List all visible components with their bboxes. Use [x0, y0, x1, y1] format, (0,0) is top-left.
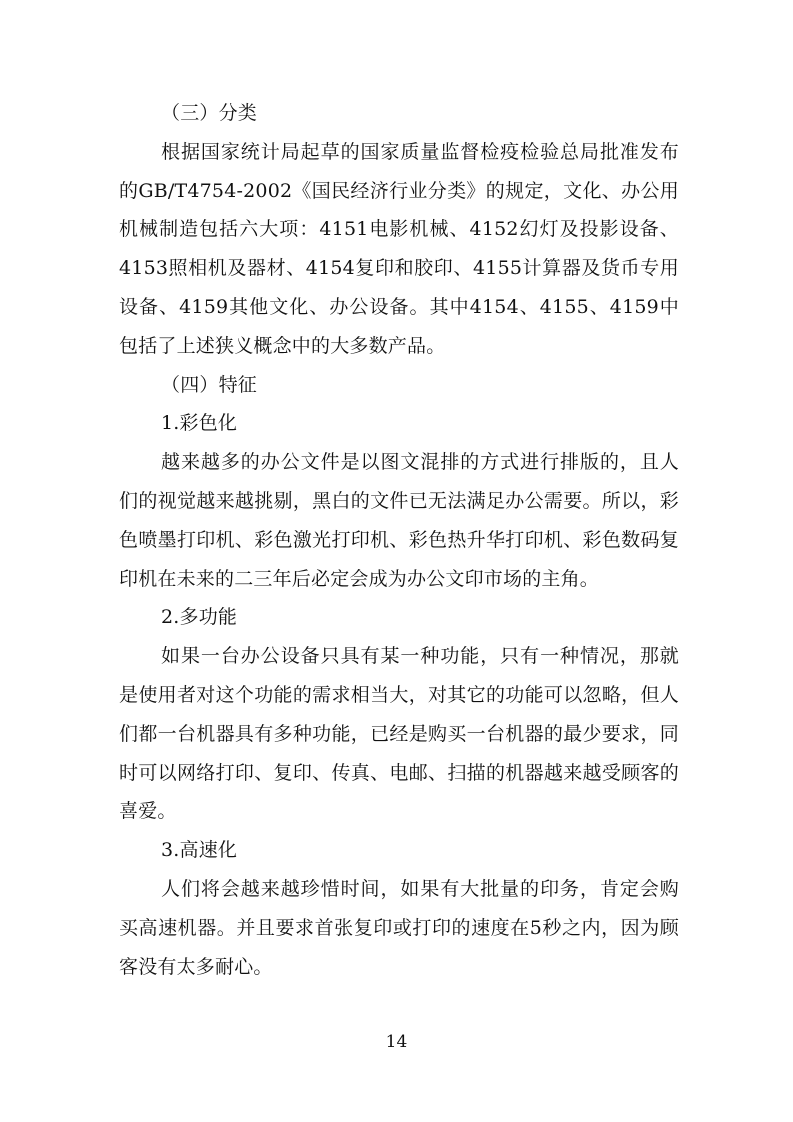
paragraph-multifunction: 如果一台办公设备只具有某一种功能，只有一种情况，那就是使用者对这个功能的需求相当大，对其它的功能可以忽略，但人们都一台机器具有多种功能，已经是购买一台机器的最少要求，同时可以网络打印、复印、传真、电邮、扫描的机器越来越受顾客的喜爱。: [119, 645, 679, 823]
page-number: 14: [385, 1032, 408, 1052]
section-heading-features: （四）特征: [161, 373, 258, 396]
section-heading-classification: （三）分类: [161, 102, 258, 124]
paragraph-high-speed: 人们将会越来越珍惜时间，如果有大批量的印务，肯定会购买高速机器。并且要求首张复印或打印的速度在5秒之内，因为顾客没有太多耐心。: [119, 877, 679, 978]
paragraph-classification: 根据国家统计局起草的国家质量监督检疫检验总局批准发布的GB/T4754-2002《国民经济行业分类》的规定，文化、办公用机械制造包括六大项：4151电影机械、4152幻灯及投影设备、4153照相机及器材、4154复印和胶印、4155计算器及货币专用设备、4159其他文化、办公设备。其中4154、4155、4159中包括了上述狭义概念中的大多数产品。: [119, 140, 679, 357]
feature-title-color: 1.彩色化: [161, 412, 238, 435]
feature-title-multifunction: 2.多功能: [161, 606, 238, 629]
feature-title-high-speed: 3.高速化: [161, 839, 238, 862]
document-body: [119, 94, 679, 986]
paragraph-color: 越来越多的办公文件是以图文混排的方式进行排版的，且人们的视觉越来越挑剔，黑白的文件已无法满足办公需要。所以，彩色喷墨打印机、彩色激光打印机、彩色热升华打印机、彩色数码复印机在未来的二三年后必定会成为办公文印市场的主角。: [119, 451, 679, 590]
